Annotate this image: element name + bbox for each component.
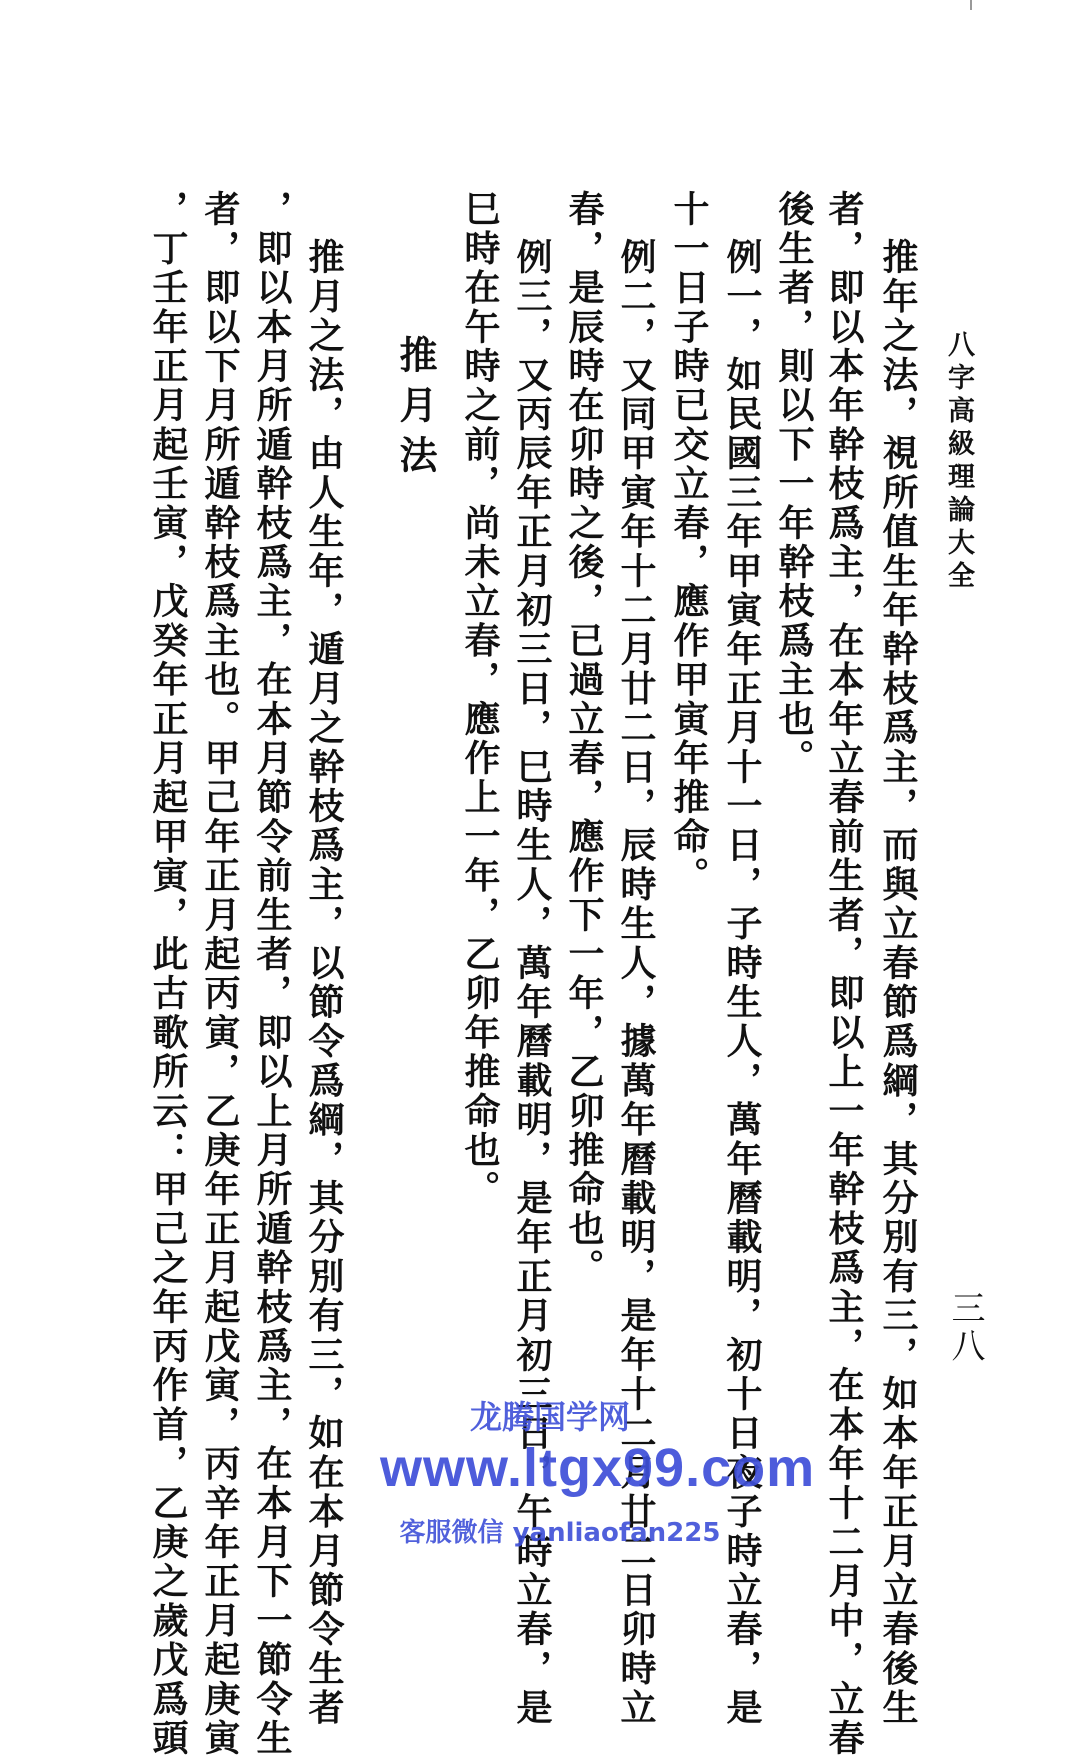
text-column: 者，即以本年幹枝爲主，在本年立春前生者，即以上一年幹枝爲主，在本年十二月中，立春 — [823, 190, 865, 1758]
watermark-url: www.ltgx99.com — [380, 1438, 816, 1498]
text-column: 例三，又丙辰年正月初三日，巳時生人，萬年曆載明，是年正月初三日，午時立春，是 — [511, 238, 553, 1728]
text-column: 例一，如民國三年甲寅年正月十一日，子時生人，萬年曆載明，初十日夜子時立春，是 — [721, 238, 763, 1728]
text-column: 推月之法，由人生年，遁月之幹枝爲主，以節令爲綱，其分別有三，如在本月節令生者 — [303, 238, 345, 1728]
text-column: 巳時在午時之前，尚未立春，應作上一年，乙卯年推命也。 — [459, 190, 501, 1210]
top-edge-mark — [970, 0, 972, 10]
text-column: 者，即以下月所遁幹枝爲主也。甲己年正月起丙寅，乙庚年正月起戊寅，丙辛年正月起庚寅 — [199, 190, 241, 1758]
watermark-contact: 客服微信 yanliaofan225 — [399, 1518, 721, 1548]
text-column: ，丁壬年正月起壬寅，戊癸年正月起甲寅，此古歌所云：甲己之年丙作首，乙庚之歲戊爲頭 — [147, 190, 189, 1758]
text-column: ，即以本月所遁幹枝爲主，在本月節令前生者，即以上月所遁幹枝爲主，在本月下一節令生 — [251, 190, 293, 1758]
text-column: 春，是辰時在卯時之後，已過立春，應作下一年，乙卯推命也。 — [563, 190, 605, 1288]
text-column: 後生者，則以下一年幹枝爲主也。 — [773, 190, 815, 778]
page-number: 三八 — [945, 1290, 985, 1366]
section-heading: 推月法 — [393, 335, 438, 485]
running-title: 八字高級理論大全 — [943, 330, 974, 594]
text-column: 推年之法，視所值生年幹枝爲主，而與立春節爲綱，其分別有三，如本年正月立春後生 — [877, 238, 919, 1728]
watermark-site-name: 龙腾国学网 — [469, 1398, 630, 1436]
text-column: 十一日子時已交立春，應作甲寅年推命。 — [668, 190, 710, 896]
text-column: 例二，又同甲寅年十二月廿二日，辰時生人，據萬年曆載明，是年十二月廿二日卯時立 — [615, 238, 657, 1728]
